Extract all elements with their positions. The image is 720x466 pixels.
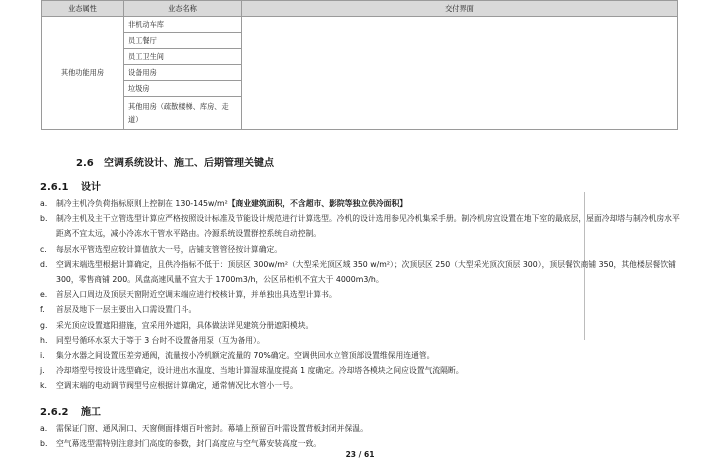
list-text: 每层水平管选型应较计算值放大一号，店铺支管管径按计算确定。: [56, 244, 283, 254]
list-item: [40, 318, 680, 333]
list-marker: b.: [40, 439, 48, 449]
attribute-table-region: [41, 0, 677, 130]
list-text: 同型号循环水泵大于等于 3 台时不设置备用泵（互为备用）。: [56, 335, 265, 345]
interface-cell: [242, 17, 678, 130]
table-row: [42, 17, 678, 33]
list-marker: a.: [40, 424, 48, 433]
list-text: 空调末端的电动调节阀型号应根据计算确定，通常情况比水管小一号。: [56, 381, 298, 391]
list-text: 采光顶应设置遮阳措施，宜采用外遮阳，具体做法详见建筑分册遮阳模块。: [56, 320, 314, 330]
list-marker: k.: [40, 381, 47, 391]
list-item: [40, 196, 680, 211]
list-marker: h.: [40, 335, 48, 345]
list-marker: j.: [40, 366, 45, 376]
construction-list: [40, 421, 680, 451]
list-item: [40, 287, 680, 302]
list-text: 空气幕选型需特别注意封门高度的参数，封门高度应与空气幕安装高度一致。: [56, 439, 322, 449]
list-item: [40, 363, 680, 378]
list-text: 首层入口周边及顶层天窗附近空调末端应进行校核计算，并单独出具选型计算书。: [56, 290, 337, 300]
list-item: [40, 302, 680, 317]
row-name: 员工餐厅: [124, 33, 242, 49]
list-marker: b.: [40, 214, 48, 224]
design-heading: [40, 178, 101, 193]
row-name: 垃圾房: [124, 81, 242, 97]
construction-number: 2.6.2: [40, 407, 69, 418]
list-marker: i.: [40, 351, 45, 361]
list-item: [40, 348, 680, 363]
construction-title: 施工: [81, 407, 101, 418]
row-name: 设备用房: [124, 65, 242, 81]
list-item: [40, 333, 680, 348]
row-name: 其他用房（疏散楼梯、库房、走道）: [124, 97, 242, 130]
list-marker: d.: [40, 259, 48, 269]
header-attribute: 业态属性: [42, 1, 124, 17]
page-number: 23 / 61: [345, 450, 375, 459]
construction-heading: [40, 403, 101, 418]
section-number: 2.6: [76, 158, 94, 169]
design-title: 设计: [81, 182, 101, 193]
list-emphasis: 【商业建筑面积，不含超市、影院等独立供冷面积】: [227, 199, 408, 208]
list-item: [40, 242, 680, 257]
row-name: 员工卫生间: [124, 49, 242, 65]
section-title: 空调系统设计、施工、后期管理关键点: [104, 158, 274, 169]
list-text: 冷却塔型号按设计选型确定，设计进出水温度、当地计算湿球温度提高 1 度确定。冷却塔各模块之间应设置气流隔断。: [56, 366, 464, 376]
section-heading: [76, 154, 274, 169]
list-text: 制冷主机及主干立管选型计算应严格按照设计标准及节能设计规范进行计算选型。冷机的设计选用参见冷机集采手册。制冷机房宜设置在地下室的最底层，屋面冷却塔与制冷机房水平距离不宜太远，减小冷冻水干管水平路由。冷源系统设置群控系统自动控制。: [56, 214, 680, 239]
list-marker: a.: [40, 199, 48, 208]
list-item: [40, 421, 680, 436]
list-item: [40, 257, 680, 287]
list-text: 集分水器之间设置压差旁通阀，流量按小冷机额定流量的 70%确定。空调供回水立管顶部设置维保用连通管。: [56, 351, 435, 361]
row-name: 非机动车库: [124, 17, 242, 33]
category-cell: 其他功能用房: [42, 17, 124, 130]
header-name: 业态名称: [124, 1, 242, 17]
list-text: 制冷主机冷负荷指标原则上控制在 130-145w/m²: [56, 199, 228, 208]
design-list: [40, 196, 680, 394]
list-marker: f.: [40, 305, 45, 315]
list-marker: g.: [40, 320, 48, 330]
list-marker: c.: [40, 244, 47, 254]
list-text: 需保证门窗、通风洞口、天窗侧面排烟百叶密封。幕墙上预留百叶需设置背板封闭并保温。: [56, 424, 368, 433]
list-text: 首层及地下一层主要出入口需设置门斗。: [56, 305, 197, 315]
header-interface: 交付界面: [242, 1, 678, 17]
design-number: 2.6.1: [40, 182, 69, 193]
list-marker: e.: [40, 290, 48, 300]
table-header-row: [42, 1, 678, 17]
list-item: [40, 378, 680, 393]
list-text: 空调末端选型根据计算确定，且供冷指标不低于：顶层区 300w/m²（大型采光顶区域 350 w/m²）；次顶层区 250（大型采光顶次顶层 300），顶层餐饮商铺 350，其他楼层餐饮铺 300，零售商铺 200。风盘高速风量不宜大于 1700m3/h，公区吊柜机不宜大于 4000m3/h。: [56, 259, 676, 285]
attribute-table: [41, 0, 678, 130]
list-item: [40, 211, 680, 241]
